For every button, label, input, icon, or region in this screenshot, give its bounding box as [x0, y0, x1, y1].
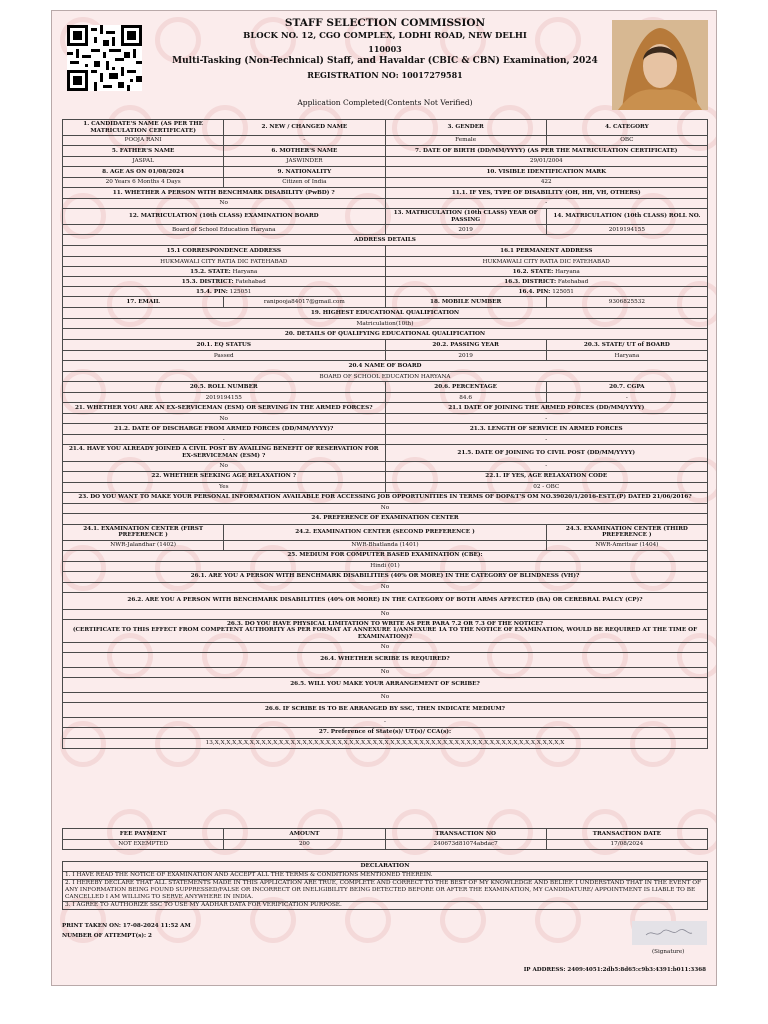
passing-year-label: 20.2. PASSING YEAR: [385, 340, 546, 351]
esm-label: 21. WHETHER YOU ARE AN EX-SERVICEMAN (ESM) OR SERVING IN THE ARMED FORCES?: [63, 403, 386, 414]
scribe-required-value: No: [63, 667, 708, 677]
transaction-date-value: 17/08/2024: [546, 840, 707, 850]
permanent-district: 16.3. DISTRICT: Fatehabad: [385, 277, 708, 287]
dob-value: 29/01/2004: [385, 157, 708, 167]
address-details-heading: ADDRESS DETAILS: [63, 235, 708, 246]
correspondence-address-label: 15.1 CORRESPONDENCE ADDRESS: [63, 246, 386, 257]
exam-title: Multi-Tasking (Non-Technical) Staff, and Havaldar (CBIC & CBN) Examination, 2024: [172, 56, 598, 66]
state-preference-value: 13,X,X,X,X,X,X,X,X,X,X,X,X,X,X,X,X,X,X,X,X,X,X,X,X,X,X,X,X,X,X,X,X,X,X,X,X,X,X,X,X,X,X,X,X,X,X,X,X,X,X,X,X,X,X,X,X,X,X,X,X: [63, 738, 708, 748]
matric-year-label: 13. MATRICULATION (10th CLASS) YEAR OF PASSING: [385, 209, 546, 225]
mobile-label: 18. MOBILE NUMBER: [385, 297, 546, 308]
ip-address: IP ADDRESS: 2409:4051:2db5:8d65:c9b3:4391:b011:3368: [523, 967, 706, 973]
first-center-label: 24.1. EXAMINATION CENTER (FIRST PREFERENCE ): [63, 524, 224, 540]
identification-mark-label: 10. VISIBLE IDENTIFICATION MARK: [385, 167, 708, 178]
armed-joining-value: -: [385, 414, 708, 424]
permanent-state: 16.2. STATE: Haryana: [385, 267, 708, 277]
roll-number-label: 20.5. ROLL NUMBER: [63, 382, 386, 393]
nationality-label: 9. NATIONALITY: [224, 167, 385, 178]
application-sheet: [51, 10, 717, 986]
email-label: 17. EMAIL: [63, 297, 224, 308]
writing-limitation-label: 26.3. DO YOU HAVE PHYSICAL LIMITATION TO WRITE AS PER PARA 7.2 OR 7.3 OF THE NOTICE? (CERTIFICATE TO THIS EFFECT FROM COMPETENT AUTHORITY AS PER FORMAT AT ANNEXURE 1/ANNEXURE 1A TO THE NOTICE OF EXAMINATION, WOULD BE REQUIRED AT THE TIME OF EXAMINATION)?: [63, 619, 708, 642]
category-label: 4. CATEGORY: [546, 120, 707, 136]
amount-label: AMOUNT: [224, 829, 385, 840]
first-center-value: NWR-Jalandhar (1402): [63, 540, 224, 550]
mother-name-label: 6. MOTHER'S NAME: [224, 146, 385, 157]
org-address: BLOCK NO. 12, CGO COMPLEX, LODHI ROAD, NEW DELHI: [243, 31, 527, 41]
matric-roll-label: 14. MATRICULATION (10th CLASS) ROLL NO.: [546, 209, 707, 225]
candidate-name-label: 1. CANDIDATE'S NAME (AS PER THE MATRICULATION CERTIFICATE): [63, 120, 224, 136]
matric-year-value: 2019: [385, 225, 546, 235]
amount-value: 200: [224, 840, 385, 850]
armed-joining-label: 21.1 DATE OF JOINING THE ARMED FORCES (DD/MM/YYYY): [385, 403, 708, 414]
roll-number-value: 2019194155: [63, 393, 386, 403]
matric-board-value: Board of School Education Haryana: [63, 225, 386, 235]
eq-status-label: 20.1. EQ STATUS: [63, 340, 386, 351]
father-name-value: JASPAL: [63, 157, 224, 167]
declaration-title: DECLARATION: [63, 862, 707, 872]
age-relaxation-label: 22. WHETHER SEEKING AGE RELAXATION ?: [63, 471, 386, 482]
fee-payment-label: FEE PAYMENT: [63, 829, 224, 840]
father-name-label: 5. FATHER'S NAME: [63, 146, 224, 157]
exam-center-heading: 24. PREFERENCE OF EXAMINATION CENTER: [63, 513, 708, 524]
print-timestamp: PRINT TAKEN ON: 17-08-2024 11:52 AM: [62, 923, 191, 929]
civil-post-date-value: -: [385, 461, 708, 471]
transaction-date-label: TRANSACTION DATE: [546, 829, 707, 840]
board-state-value: Haryana: [546, 351, 707, 361]
second-center-label: 24.2. EXAMINATION CENTER (SECOND PREFERENCE ): [224, 524, 547, 540]
third-center-value: NWR-Amritsar (1404): [546, 540, 707, 550]
category-value: OBC: [546, 136, 707, 146]
pwbd-label: 11. WHETHER A PERSON WITH BENCHMARK DISABILITY (PwBD) ?: [63, 188, 386, 199]
mother-name-value: JASWINDER: [224, 157, 385, 167]
correspondence-address-value: HUKMAWALI CITY RATIA DIC FATEHABAD: [63, 257, 386, 267]
correspondence-district: 15.3. DISTRICT: Fatehabad: [63, 277, 386, 287]
third-center-label: 24.3. EXAMINATION CENTER (THIRD PREFERENCE ): [546, 524, 707, 540]
cbe-medium-value: Hindi (01): [63, 561, 708, 571]
declaration-box: [62, 861, 708, 910]
service-length-label: 21.3. LENGTH OF SERVICE IN ARMED FORCES: [385, 424, 708, 435]
disability-type-label: 11.1. IF YES, TYPE OF DISABILITY (OH, HH, VH, OTHERS): [385, 188, 708, 199]
matric-board-label: 12. MATRICULATION (10th CLASS) EXAMINATION BOARD: [63, 209, 386, 225]
age-value: 20 Years 6 Months 4 Days: [63, 178, 224, 188]
dob-label: 7. DATE OF BIRTH (DD/MM/YYYY) (AS PER THE MATRICULATION CERTIFICATE): [385, 146, 708, 157]
identification-mark-value: 422: [385, 178, 708, 188]
civil-post-date-label: 21.5. DATE OF JOINING TO CIVIL POST (DD/MM/YYYY): [385, 445, 708, 461]
blindness-label: 26.1. ARE YOU A PERSON WITH BENCHMARK DISABILITIES (40% OR MORE) IN THE CATEGORY OF BLINDNESS (VH)?: [63, 571, 708, 582]
civil-post-label: 21.4. HAVE YOU ALREADY JOINED A CIVIL POST BY AVAILING BENEFIT OF RESERVATION FOR EX-SERVICEMAN (ESM) ?: [63, 445, 386, 461]
application-details-table: [62, 119, 708, 749]
discharge-date-label: 21.2. DATE OF DISCHARGE FROM ARMED FORCES (DD/MM/YYYY)?: [63, 424, 386, 435]
qualifying-education-heading: 20. DETAILS OF QUALIFYING EDUCATIONAL QUALIFICATION: [63, 329, 708, 340]
pwbd-value: No: [63, 199, 386, 209]
board-state-label: 20.3. STATE/ UT of BOARD: [546, 340, 707, 351]
correspondence-state: 15.2. STATE: Haryana: [63, 267, 386, 277]
permanent-address-value: HUKMAWALI CITY RATIA DIC FATEHABAD: [385, 257, 708, 267]
eq-status-value: Passed: [63, 351, 386, 361]
second-center-value: NWR-Bhatlanda (1401): [224, 540, 547, 550]
own-scribe-value: No: [63, 692, 708, 702]
arms-cp-value: No: [63, 609, 708, 619]
board-name-label: 20.4 NAME OF BOARD: [63, 361, 708, 372]
disability-type-value: -: [385, 199, 708, 209]
age-label: 8. AGE AS ON 01/08/2024: [63, 167, 224, 178]
declaration-line: 3. I AGREE TO AUTHORIZE SSC TO USE MY AADHAR DATA FOR VERIFICATION PURPOSE.: [65, 902, 342, 908]
signature-caption: (Signature): [652, 949, 685, 955]
passing-year-value: 2019: [385, 351, 546, 361]
email-value: ranipooja84017@gmail.com: [224, 297, 385, 308]
civil-post-value: No: [63, 461, 386, 471]
scribe-medium-label: 26.6. IF SCRIBE IS TO BE ARRANGED BY SSC, THEN INDICATE MEDIUM?: [63, 702, 708, 717]
org-pin: 110003: [368, 44, 402, 54]
fee-table: [62, 828, 708, 850]
cgpa-value: -: [546, 393, 707, 403]
gender-value: Female: [385, 136, 546, 146]
board-name-value: BOARD OF SCHOOL EDUCATION HARYANA: [63, 372, 708, 382]
personal-info-sharing-label: 23. DO YOU WANT TO MAKE YOUR PERSONAL INFORMATION AVAILABLE FOR ACCESSING JOB OPPORTUNITIES IN TERMS OF DOP&T'S OM NO.39020/1/2016-ESTT.(P) DATED 21/06/2016?: [63, 492, 708, 503]
transaction-no-value: 240673d81074abdac7: [385, 840, 546, 850]
percentage-value: 84.6: [385, 393, 546, 403]
org-title: STAFF SELECTION COMMISSION: [284, 17, 486, 29]
mobile-value: 9306825532: [546, 297, 707, 308]
age-relaxation-code-label: 22.1. IF YES, AGE RELAXATION CODE: [385, 471, 708, 482]
matric-roll-value: 2019194155: [546, 225, 707, 235]
gender-label: 3. GENDER: [385, 120, 546, 136]
percentage-label: 20.6. PERCENTAGE: [385, 382, 546, 393]
changed-name-label: 2. NEW / CHANGED NAME: [224, 120, 385, 136]
service-length-value: -: [385, 435, 708, 445]
writing-limitation-value: No: [63, 642, 708, 652]
own-scribe-label: 26.5. WILL YOU MAKE YOUR ARRANGEMENT OF SCRIBE?: [63, 677, 708, 692]
scribe-required-label: 26.4. WHETHER SCRIBE IS REQUIRED?: [63, 652, 708, 667]
arms-cp-label: 26.2. ARE YOU A PERSON WITH BENCHMARK DISABILITIES (40% OR MORE) IN THE CATEGORY OF BOTH ARMS AFFECTED (BA) OR CEREBRAL PALCY (CP)?: [63, 592, 708, 609]
application-status: Application Completed(Contents Not Verified): [297, 98, 473, 107]
cgpa-label: 20.7. CGPA: [546, 382, 707, 393]
changed-name-value: -: [224, 136, 385, 146]
highest-qualification-value: Matriculation(10th): [63, 319, 708, 329]
age-relaxation-code-value: 02 - OBC: [385, 482, 708, 492]
permanent-address-label: 16.1 PERMANENT ADDRESS: [385, 246, 708, 257]
age-relaxation-value: Yes: [63, 482, 386, 492]
discharge-date-value: -: [63, 435, 386, 445]
correspondence-pin: 15.4. PIN: 125051: [63, 287, 386, 297]
blindness-value: No: [63, 582, 708, 592]
scribe-medium-value: -: [63, 717, 708, 727]
registration-number: REGISTRATION NO: 10017279581: [307, 70, 463, 80]
declaration-line: 2. I HEREBY DECLARE THAT ALL STATEMENTS MADE IN THIS APPLICATION ARE TRUE, COMPLETE AND CORRECT TO THE BEST OF MY KNOWLEDGE AND BELIEF. I UNDERSTAND THAT IN THE EVENT OF ANY INFORMATION BEING FOUND SUPPRESSED/FALSE OR INCORRECT OR INELIGIBILITY BEING DETECTED BEFORE OR AFTER THE EXAMINATION, MY CANDIDATURE/ APPOINTMENT IS LIABLE TO BE CANCELLED I AM WILLING TO SERVE ANYWHERE IN INDIA.: [63, 880, 707, 902]
declaration-line: 1. I HAVE READ THE NOTICE OF EXAMINATION AND ACCEPT ALL THE TERMS & CONDITIONS MENTIONED THEREIN.: [63, 872, 707, 880]
nationality-value: Citizen of India: [224, 178, 385, 188]
candidate-name-value: POOJA RANI: [63, 136, 224, 146]
highest-qualification-label: 19. HIGHEST EDUCATIONAL QUALIFICATION: [63, 308, 708, 319]
state-preference-label: 27. Preference of State(s)/ UT(s)/ CCA(s):: [63, 727, 708, 738]
transaction-no-label: TRANSACTION NO: [385, 829, 546, 840]
permanent-pin: 16.4. PIN: 125051: [385, 287, 708, 297]
attempt-count: NUMBER OF ATTEMPT(s): 2: [62, 933, 152, 939]
esm-value: No: [63, 414, 386, 424]
signature-image: [632, 921, 707, 945]
personal-info-sharing-value: No: [63, 503, 708, 513]
cbe-medium-label: 25. MEDIUM FOR COMPUTER BASED EXAMINATION (CBE):: [63, 550, 708, 561]
fee-payment-value: NOT EXEMPTED: [63, 840, 224, 850]
